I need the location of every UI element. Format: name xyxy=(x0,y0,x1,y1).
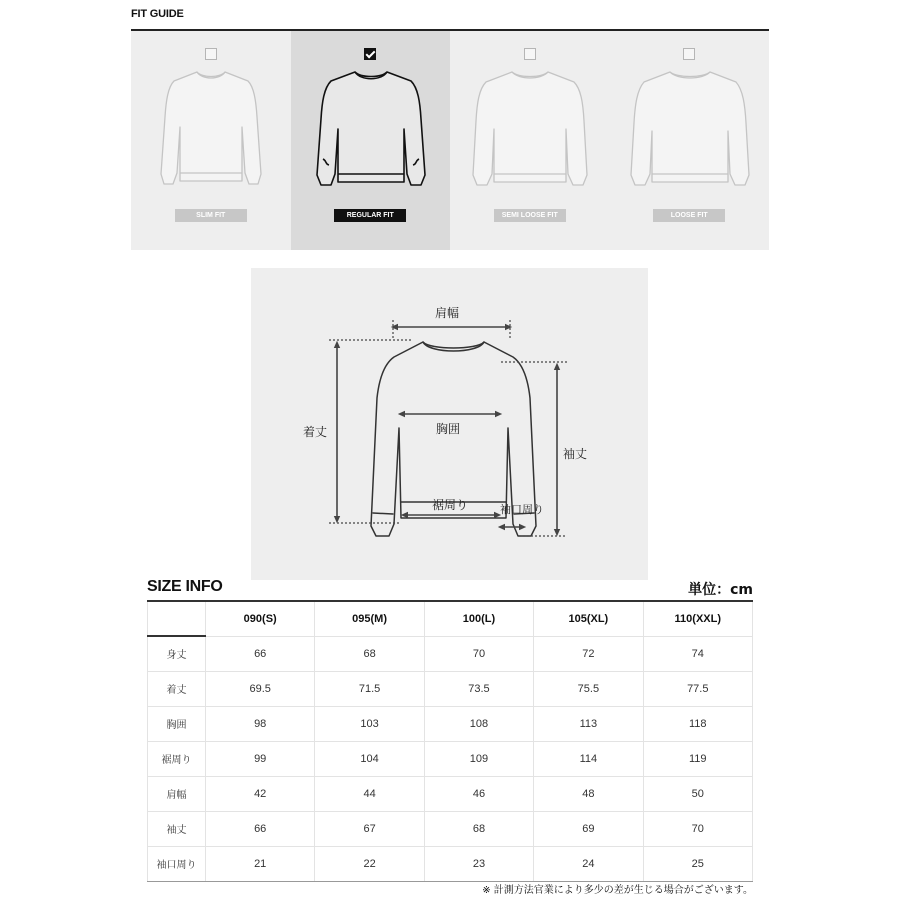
table-cell: 24 xyxy=(534,846,643,881)
table-cell: 104 xyxy=(315,741,424,776)
label-hem: 裾周り xyxy=(432,498,469,512)
measurement-diagram xyxy=(251,268,648,580)
table-cell: 25 xyxy=(643,846,752,881)
fit-option-label: REGULAR FIT xyxy=(334,209,406,222)
table-cell: 70 xyxy=(424,636,533,671)
label-chest: 胸囲 xyxy=(436,422,461,436)
table-cell: 98 xyxy=(206,706,315,741)
table-cell: 109 xyxy=(424,741,533,776)
fit-guide-options xyxy=(131,31,769,250)
sweater-regular-icon xyxy=(309,69,433,219)
checkbox-checked-icon[interactable] xyxy=(364,48,376,60)
table-cell: 72 xyxy=(534,636,643,671)
table-cell: 50 xyxy=(643,776,752,811)
table-cell: 23 xyxy=(424,846,533,881)
row-label: 裾周り xyxy=(148,741,206,776)
column-header: 095(M) xyxy=(315,601,424,636)
table-row xyxy=(148,776,753,811)
table-cell: 66 xyxy=(206,811,315,846)
table-cell: 42 xyxy=(206,776,315,811)
table-row xyxy=(148,636,753,671)
table-cell: 73.5 xyxy=(424,671,533,706)
table-row xyxy=(148,671,753,706)
table-cell: 22 xyxy=(315,846,424,881)
table-cell: 69 xyxy=(534,811,643,846)
fit-option-slim[interactable] xyxy=(131,31,291,250)
row-label: 袖口周り xyxy=(148,846,206,881)
row-label: 袖丈 xyxy=(148,811,206,846)
sweater-slim-icon xyxy=(149,69,273,219)
table-corner-cell xyxy=(148,601,206,636)
label-length: 着丈 xyxy=(303,425,328,439)
table-cell: 119 xyxy=(643,741,752,776)
column-header: 105(XL) xyxy=(534,601,643,636)
table-row xyxy=(148,741,753,776)
table-cell: 68 xyxy=(315,636,424,671)
size-info-title: SIZE INFO xyxy=(147,578,223,595)
table-cell: 44 xyxy=(315,776,424,811)
table-cell: 103 xyxy=(315,706,424,741)
fit-option-regular[interactable] xyxy=(291,31,451,250)
unit-label: 単位：cm xyxy=(688,582,753,598)
table-cell: 69.5 xyxy=(206,671,315,706)
column-header: 090(S) xyxy=(206,601,315,636)
table-header-row xyxy=(148,601,753,636)
label-shoulder-width: 肩幅 xyxy=(435,306,460,320)
table-cell: 68 xyxy=(424,811,533,846)
table-cell: 108 xyxy=(424,706,533,741)
fit-option-label: LOOSE FIT xyxy=(653,209,725,222)
row-label: 胸囲 xyxy=(148,706,206,741)
fit-option-loose[interactable] xyxy=(610,31,770,250)
table-cell: 21 xyxy=(206,846,315,881)
row-label: 身丈 xyxy=(148,636,206,671)
checkbox-icon[interactable] xyxy=(683,48,695,60)
checkbox-icon[interactable] xyxy=(524,48,536,60)
table-cell: 114 xyxy=(534,741,643,776)
table-cell: 74 xyxy=(643,636,752,671)
table-cell: 99 xyxy=(206,741,315,776)
table-row xyxy=(148,811,753,846)
table-cell: 113 xyxy=(534,706,643,741)
fit-option-label: SLIM FIT xyxy=(175,209,247,222)
table-cell: 48 xyxy=(534,776,643,811)
table-row xyxy=(148,706,753,741)
size-table xyxy=(147,600,753,882)
sweater-semi-loose-icon xyxy=(468,69,592,219)
checkbox-icon[interactable] xyxy=(205,48,217,60)
table-cell: 66 xyxy=(206,636,315,671)
table-cell: 75.5 xyxy=(534,671,643,706)
sweater-loose-icon xyxy=(628,69,752,219)
table-cell: 67 xyxy=(315,811,424,846)
table-cell: 46 xyxy=(424,776,533,811)
row-label: 肩幅 xyxy=(148,776,206,811)
row-label: 着丈 xyxy=(148,671,206,706)
table-cell: 118 xyxy=(643,706,752,741)
table-cell: 77.5 xyxy=(643,671,752,706)
label-cuff: 袖口周り xyxy=(500,503,544,516)
column-header: 110(XXL) xyxy=(643,601,752,636)
table-cell: 70 xyxy=(643,811,752,846)
measurement-note: ※ 計測方法官業により多少の差が生じる場合がございます。 xyxy=(482,885,753,896)
table-row xyxy=(148,846,753,881)
table-cell: 71.5 xyxy=(315,671,424,706)
fit-guide-title: FIT GUIDE xyxy=(131,8,184,20)
fit-option-label: SEMI LOOSE FIT xyxy=(494,209,566,222)
column-header: 100(L) xyxy=(424,601,533,636)
fit-option-semi-loose[interactable] xyxy=(450,31,610,250)
label-sleeve-length: 袖丈 xyxy=(563,447,588,461)
